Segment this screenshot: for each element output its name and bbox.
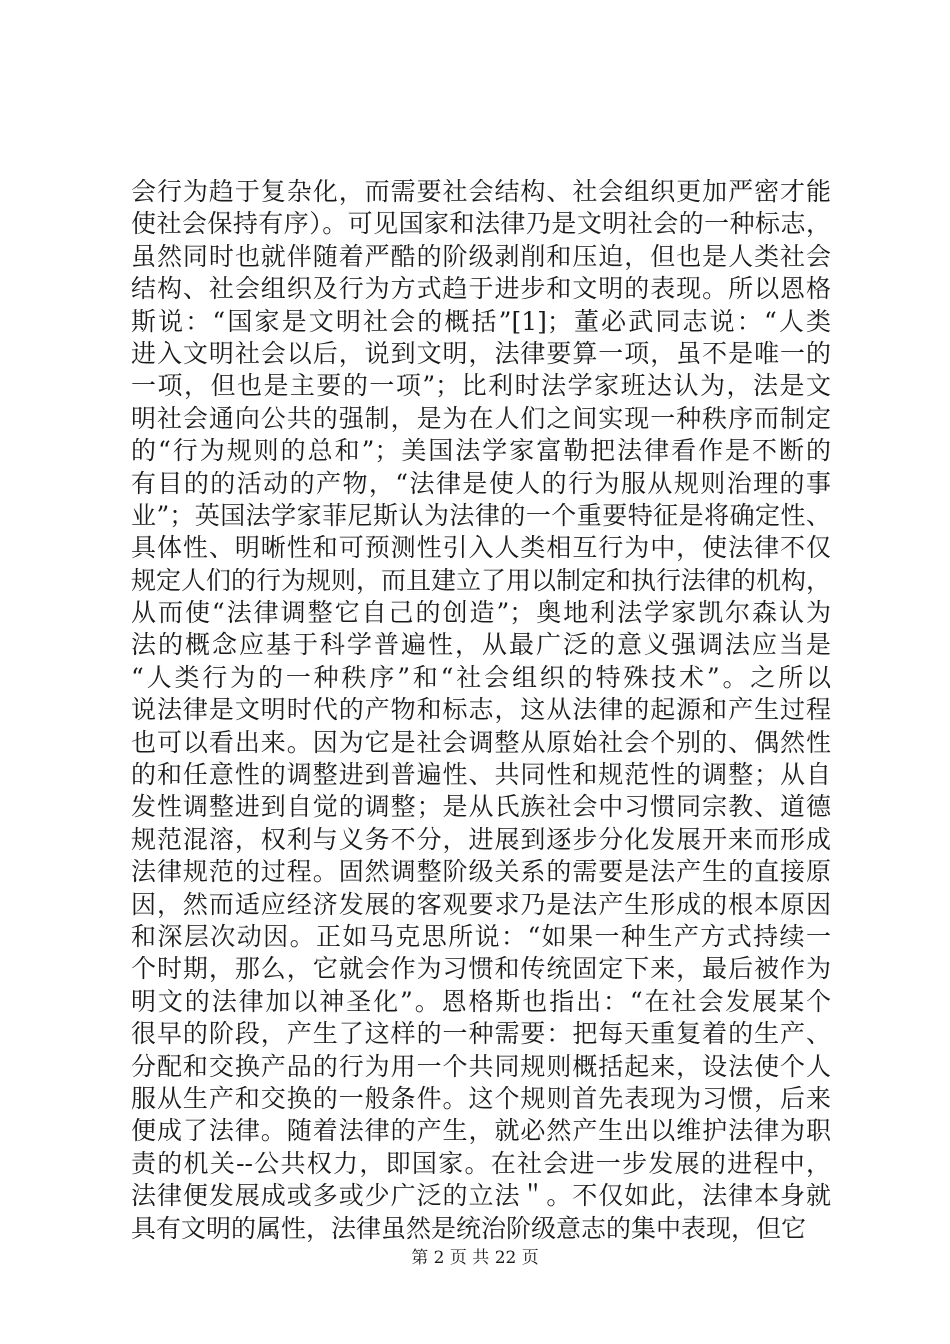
text-line: 也可以看出来。因为它是社会调整从原始社会个别的、偶然性 [131,727,831,757]
text-line: 因，然而适应经济发展的客观要求乃是法产生形成的根本原因 [131,889,831,919]
text-line: 服从生产和交换的一般条件。这个规则首先表现为习惯，后来 [131,1083,831,1113]
text-line: 分配和交换产品的行为用一个共同规则概括起来，设法使个人 [131,1051,831,1081]
text-line: 便成了法律。随着法律的产生，就必然产生出以维护法律为职 [131,1116,831,1146]
text-line: “人类行为的一种秩序”和“社会组织的特殊技术”。之所以 [131,662,831,692]
text-line: 业”；英国法学家菲尼斯认为法律的一个重要特征是将确定性、 [131,500,831,530]
text-line: 法律规范的过程。固然调整阶级关系的需要是法产生的直接原 [131,857,831,887]
text-line: 责的机关--公共权力，即国家。在社会进一步发展的进程中， [131,1148,831,1178]
text-line: 具有文明的属性，法律虽然是统治阶级意志的集中表现，但它 [131,1213,807,1243]
text-line: 虽然同时也就伴随着严酷的阶级剥削和压迫，但也是人类社会 [131,241,831,271]
text-line: 法律便发展成或多或少广泛的立法＂。不仅如此，法律本身就 [131,1181,831,1211]
text-line: 一项，但也是主要的一项”；比利时法学家班达认为，法是文 [131,371,831,401]
text-line: 个时期，那么，它就会作为习惯和传统固定下来，最后被作为 [131,954,831,984]
text-line: 会行为趋于复杂化，而需要社会结构、社会组织更加严密才能 [131,177,831,206]
body-text [131,176,831,1245]
text-line: 使社会保持有序）。可见国家和法律乃是文明社会的一种标志， [131,209,831,239]
text-line: 从而使“法律调整它自己的创造”；奥地利法学家凯尔森认为 [131,598,831,628]
text-line: 明文的法律加以神圣化”。恩格斯也指出：“在社会发展某个 [131,986,831,1016]
text-line: 斯说：“国家是文明社会的概括”[1]；董必武同志说：“人类 [131,306,831,336]
text-line: 的和任意性的调整进到普遍性、共同性和规范性的调整；从自 [131,760,831,790]
text-line: 规定人们的行为规则，而且建立了用以制定和执行法律的机构， [131,565,832,595]
page-footer: 第 2 页 共 22 页 [411,1248,539,1268]
text-line: 明社会通向公共的强制，是为在人们之间实现一种秩序而制定 [131,403,831,433]
text-line: 有目的的活动的产物，“法律是使人的行为服从规则治理的事 [131,468,831,498]
text-line: 发性调整进到自觉的调整；是从氏族社会中习惯同宗教、道德 [131,792,831,822]
text-line: 很早的阶段，产生了这样的一种需要：把每天重复着的生产、 [131,1019,831,1049]
text-line: 的“行为规则的总和”；美国法学家富勒把法律看作是不断的 [131,436,831,466]
text-line: 具体性、明晰性和可预测性引入人类相互行为中，使法律不仅 [131,533,831,563]
text-line: 说法律是文明时代的产物和标志，这从法律的起源和产生过程 [131,695,831,725]
text-line: 结构、社会组织及行为方式趋于进步和文明的表现。所以恩格 [131,274,831,304]
text-line: 法的概念应基于科学普遍性，从最广泛的意义强调法应当是 [131,630,831,660]
text-line: 规范混溶，权利与义务不分，进展到逐步分化发展开来而形成 [131,824,831,854]
text-line: 和深层次动因。正如马克思所说：“如果一种生产方式持续一 [131,921,831,951]
text-line: 进入文明社会以后，说到文明，法律要算一项，虽不是唯一的 [131,338,831,368]
